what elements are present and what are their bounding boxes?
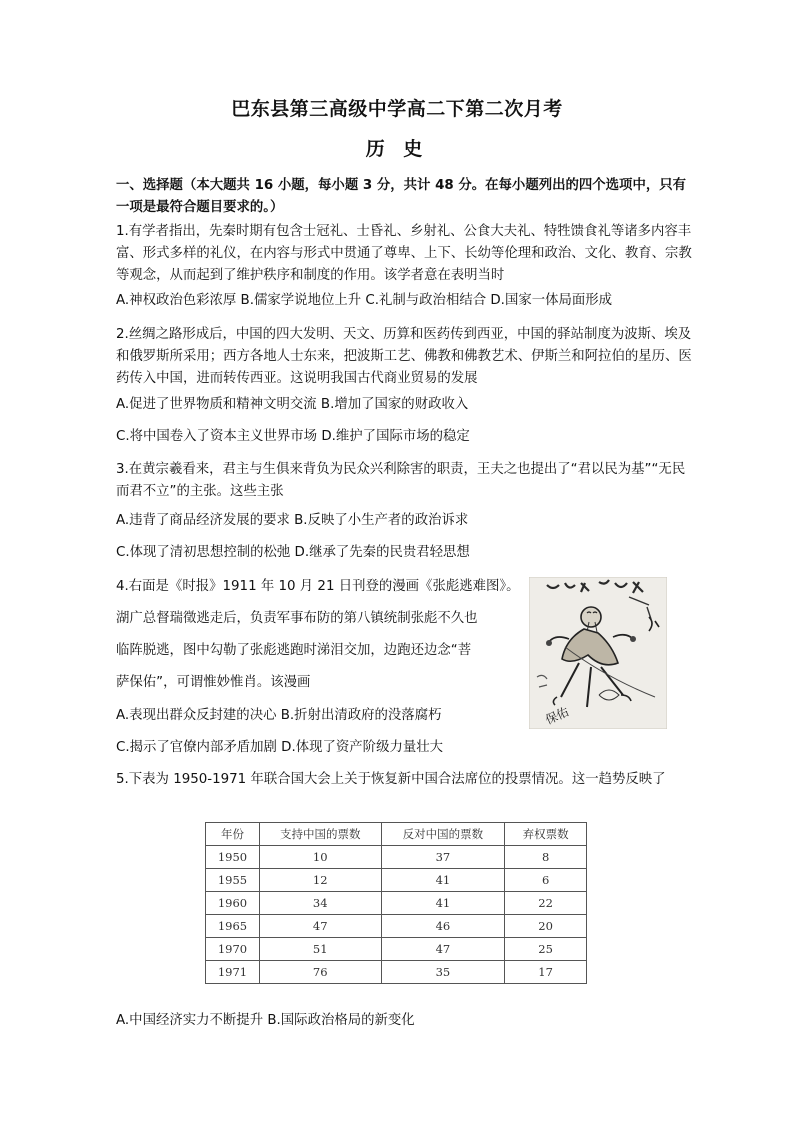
table-cell: 10 bbox=[259, 846, 381, 869]
zhang-biao-cartoon-image bbox=[529, 577, 667, 729]
question-4-stem-line-3: 临阵脱逃，图中勾勒了张彪逃跑时涕泪交加，边跑还边念“菩 bbox=[116, 643, 472, 658]
table-cell: 6 bbox=[505, 869, 587, 892]
table-cell: 1971 bbox=[206, 961, 260, 984]
section-heading: 一、选择题（本大题共 16 小题，每小题 3 分，共计 48 分。在每小题列出的四个选项中，只有一项是最符合题目要求的。） bbox=[116, 178, 687, 215]
table-row bbox=[206, 915, 587, 938]
question-1-stem: 1.有学者指出，先秦时期有包含士冠礼、士昏礼、乡射礼、公食大夫礼、特牲馈食礼等诸多内容丰富、形式多样的礼仪，在内容与形式中贯通了尊卑、上下、长幼等伦理和政治、文化、教育、宗教等观念，从而起到了维护秩序和制度的作用。该学者意在表明当时 bbox=[116, 224, 692, 283]
question-2-stem: 2.丝绸之路形成后，中国的四大发明、天文、历算和医药传到西亚，中国的驿站制度为波斯、埃及和俄罗斯所采用；西方各地人士东来，把波斯工艺、佛教和佛教艺术、伊斯兰和阿拉伯的星历、医药传入中国，进而转传西亚。这说明我国古代商业贸易的发展 bbox=[116, 327, 692, 386]
table-cell: 12 bbox=[259, 869, 381, 892]
table-row bbox=[206, 869, 587, 892]
question-3-options-cd: C.体现了清初思想控制的松弛 D.继承了先秦的民贵君轻思想 bbox=[116, 545, 470, 560]
table-cell: 25 bbox=[505, 938, 587, 961]
table-cell: 1960 bbox=[206, 892, 260, 915]
table-cell: 1970 bbox=[206, 938, 260, 961]
table-cell: 35 bbox=[381, 961, 505, 984]
question-2-options-ab: A.促进了世界物质和精神文明交流 B.增加了国家的财政收入 bbox=[116, 397, 469, 412]
question-4-stem-line-1: 4.右面是《时报》1911 年 10 月 21 日刊登的漫画《张彪逃难图》。 bbox=[116, 579, 520, 594]
question-5-options-ab: A.中国经济实力不断提升 B.国际政治格局的新变化 bbox=[116, 1013, 415, 1028]
table-header-year: 年份 bbox=[206, 823, 260, 846]
table-cell: 1955 bbox=[206, 869, 260, 892]
table-cell: 47 bbox=[259, 915, 381, 938]
table-cell: 20 bbox=[505, 915, 587, 938]
table-cell: 1965 bbox=[206, 915, 260, 938]
subject-title: 历 史 bbox=[365, 138, 429, 160]
table-row bbox=[206, 938, 587, 961]
table-cell: 17 bbox=[505, 961, 587, 984]
question-1-options: A.神权政治色彩浓厚 B.儒家学说地位上升 C.礼制与政治相结合 D.国家一体局面形成 bbox=[116, 293, 613, 308]
table-row bbox=[206, 961, 587, 984]
question-4-options-ab: A.表现出群众反封建的决心 B.折射出清政府的没落腐朽 bbox=[116, 708, 442, 723]
table-row bbox=[206, 846, 587, 869]
question-4-stem-line-2: 湖广总督瑞徵逃走后，负责军事布防的第八镇统制张彪不久也 bbox=[116, 611, 478, 626]
question-4-stem-line-4: 萨保佑”，可谓惟妙惟肖。该漫画 bbox=[116, 675, 311, 690]
question-3-stem: 3.在黄宗羲看来，君主与生俱来背负为民众兴利除害的职责，王夫之也提出了“君以民为基”“无民而君不立”的主张。这些主张 bbox=[116, 462, 686, 499]
table-header-abstain: 弃权票数 bbox=[505, 823, 587, 846]
cartoon-caption-text: 保佑 bbox=[543, 704, 571, 728]
table-cell: 41 bbox=[381, 892, 505, 915]
table-cell: 51 bbox=[259, 938, 381, 961]
table-cell: 1950 bbox=[206, 846, 260, 869]
table-header-row bbox=[206, 823, 587, 846]
table-header-support: 支持中国的票数 bbox=[259, 823, 381, 846]
question-5-stem: 5.下表为 1950-1971 年联合国大会上关于恢复新中国合法席位的投票情况。这一趋势反映了 bbox=[116, 772, 666, 787]
un-vote-table bbox=[205, 822, 587, 984]
exam-title: 巴东县第三高级中学高二下第二次月考 bbox=[231, 98, 563, 120]
table-cell: 22 bbox=[505, 892, 587, 915]
question-4-options-cd: C.揭示了官僚内部矛盾加剧 D.体现了资产阶级力量壮大 bbox=[116, 740, 444, 755]
table-cell: 34 bbox=[259, 892, 381, 915]
question-2-options-cd: C.将中国卷入了资本主义世界市场 D.维护了国际市场的稳定 bbox=[116, 429, 470, 444]
question-3-options-ab: A.违背了商品经济发展的要求 B.反映了小生产者的政治诉求 bbox=[116, 513, 469, 528]
table-row bbox=[206, 892, 587, 915]
table-cell: 76 bbox=[259, 961, 381, 984]
table-cell: 47 bbox=[381, 938, 505, 961]
table-cell: 37 bbox=[381, 846, 505, 869]
table-cell: 41 bbox=[381, 869, 505, 892]
table-cell: 8 bbox=[505, 846, 587, 869]
table-cell: 46 bbox=[381, 915, 505, 938]
table-header-oppose: 反对中国的票数 bbox=[381, 823, 505, 846]
